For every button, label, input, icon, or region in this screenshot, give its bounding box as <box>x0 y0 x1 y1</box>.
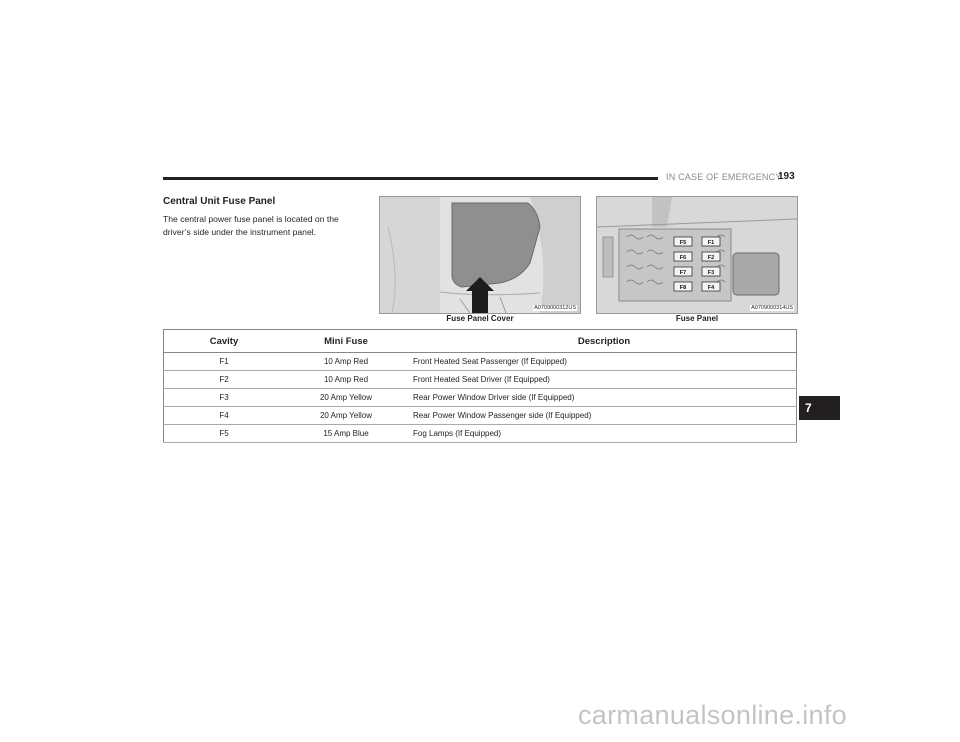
cell-description: Fog Lamps (If Equipped) <box>408 425 797 443</box>
fuse-label-f5: F5 <box>679 240 687 246</box>
cell-cavity: F3 <box>164 389 285 407</box>
cell-description: Rear Power Window Driver side (If Equipped) <box>408 389 797 407</box>
fuse-panel-cover-illustration <box>380 197 580 313</box>
cell-mini-fuse: 20 Amp Yellow <box>284 407 408 425</box>
table-header-row <box>164 330 797 353</box>
column-header-description: Description <box>408 330 797 353</box>
page-number: 193 <box>778 171 795 182</box>
fuse-label-f6: F6 <box>679 255 687 261</box>
fuse-label-f2: F2 <box>707 255 715 261</box>
chapter-tab: 7 <box>799 396 840 420</box>
table-row <box>164 407 797 425</box>
table-row <box>164 353 797 371</box>
fuse-label-f8: F8 <box>679 285 687 291</box>
cell-mini-fuse: 15 Amp Blue <box>284 425 408 443</box>
cell-cavity: F1 <box>164 353 285 371</box>
header-section-title: IN CASE OF EMERGENCY <box>666 172 782 182</box>
header-rule <box>163 177 658 180</box>
table-row <box>164 425 797 443</box>
cell-cavity: F2 <box>164 371 285 389</box>
figure-fuse-panel-cover <box>379 196 581 314</box>
fuse-label-f1: F1 <box>707 240 715 246</box>
figure-caption: Fuse Panel <box>675 314 719 323</box>
watermark: carmanualsonline.info <box>578 700 847 730</box>
cell-mini-fuse: 10 Amp Red <box>284 371 408 389</box>
cell-description: Rear Power Window Passenger side (If Equipped) <box>408 407 797 425</box>
table-row <box>164 389 797 407</box>
figure-code: A0709000314US <box>751 305 793 311</box>
cell-cavity: F4 <box>164 407 285 425</box>
section-body: The central power fuse panel is located on the driver’s side under the instrument panel. <box>163 214 339 237</box>
cell-mini-fuse: 20 Amp Yellow <box>284 389 408 407</box>
column-header-mini-fuse: Mini Fuse <box>284 330 408 353</box>
fuse-label-f4: F4 <box>707 285 715 291</box>
cell-description: Front Heated Seat Driver (If Equipped) <box>408 371 797 389</box>
figure-fuse-panel <box>596 196 798 314</box>
fuse-panel-illustration <box>597 197 797 313</box>
fuse-label-f3: F3 <box>707 270 715 276</box>
fuse-table <box>163 329 797 443</box>
cell-description: Front Heated Seat Passenger (If Equipped) <box>408 353 797 371</box>
section-title: Central Unit Fuse Panel <box>163 196 276 207</box>
table-row <box>164 371 797 389</box>
cell-cavity: F5 <box>164 425 285 443</box>
column-header-cavity: Cavity <box>164 330 285 353</box>
figure-caption: Fuse Panel Cover <box>446 314 514 323</box>
figure-code: A0709000312US <box>534 305 576 311</box>
cell-mini-fuse: 10 Amp Red <box>284 353 408 371</box>
fuse-label-f7: F7 <box>679 270 687 276</box>
